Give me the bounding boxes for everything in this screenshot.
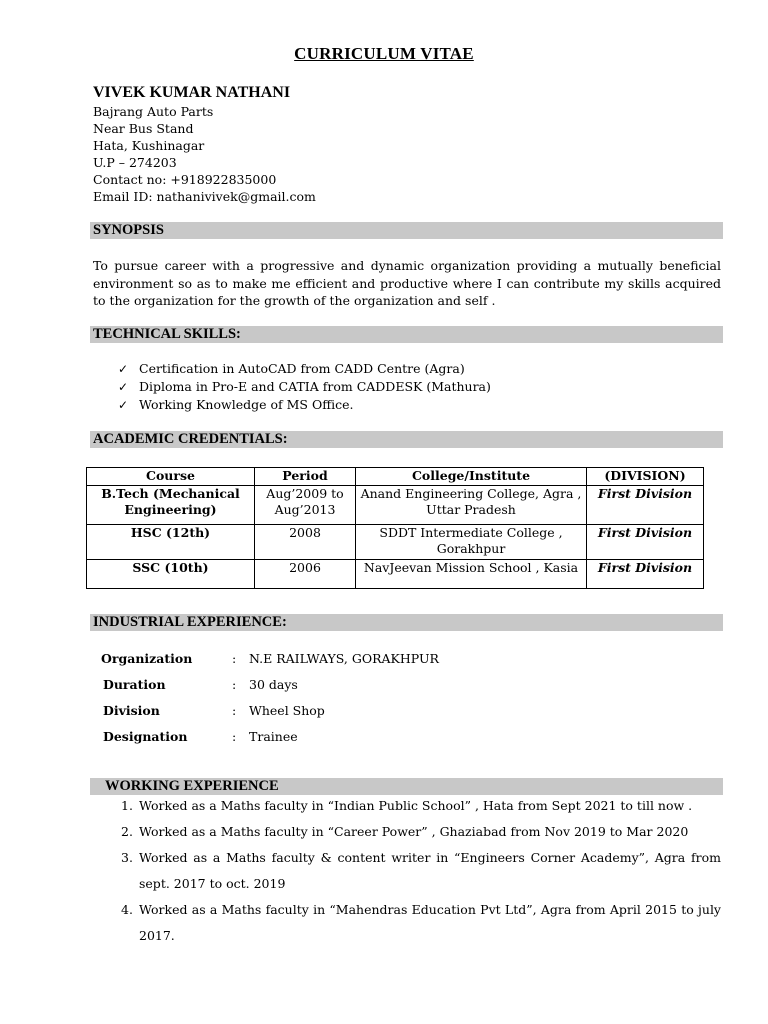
- checkmark-icon: ✓: [118, 362, 129, 376]
- skill-text: Working Knowledge of MS Office.: [139, 397, 354, 412]
- field-value: Trainee: [249, 729, 298, 744]
- division-cell: First Division: [587, 559, 704, 588]
- college-cell: NavJeevan Mission School , Kasia: [356, 559, 587, 588]
- contact-number: Contact no: +918922835000: [93, 172, 277, 187]
- field-colon: :: [232, 651, 237, 666]
- section-heading-industrial: INDUSTRIAL EXPERIENCE:: [90, 614, 723, 631]
- column-header: (DIVISION): [587, 468, 704, 486]
- address-line: Bajrang Auto Parts: [93, 104, 214, 119]
- section-heading-working: WORKING EXPERIENCE: [90, 778, 723, 795]
- course-cell: SSC (10th): [87, 559, 255, 588]
- table-row: [87, 559, 704, 588]
- course-cell: HSC (12th): [87, 524, 255, 559]
- field-value: 30 days: [249, 677, 298, 692]
- table-row: [87, 485, 704, 524]
- field-label: Division: [103, 703, 160, 718]
- work-entry-text: Worked as a Maths faculty in “Indian Public School” , Hata from Sept 2021 to till now .: [139, 798, 693, 813]
- college-cell: SDDT Intermediate College , Gorakhpur: [356, 524, 587, 559]
- section-heading-synopsis: SYNOPSIS: [90, 222, 723, 239]
- skill-text: Certification in AutoCAD from CADD Centre (Agra): [139, 361, 465, 376]
- checkmark-icon: ✓: [118, 398, 129, 412]
- work-entry-text: Worked as a Maths faculty & content writer in “Engineers Corner Academy”, Agra from sept. 2017 to oct. 2019: [139, 850, 721, 891]
- list-item: [118, 378, 491, 396]
- list-item: [93, 793, 721, 819]
- document-title: CURRICULUM VITAE: [294, 44, 474, 63]
- skills-list: [118, 360, 491, 414]
- address-line: Hata, Kushinagar: [93, 138, 205, 153]
- field-label: Designation: [103, 729, 188, 744]
- checkmark-icon: ✓: [118, 380, 129, 394]
- list-item: [118, 360, 491, 378]
- address-line: Near Bus Stand: [93, 121, 194, 136]
- list-item: [93, 845, 721, 897]
- field-value: Wheel Shop: [249, 703, 325, 718]
- table-header-row: [87, 468, 704, 486]
- academic-table: [86, 467, 704, 589]
- field-colon: :: [232, 729, 237, 744]
- list-number: 1.: [121, 798, 133, 813]
- course-cell: B.Tech (Mechanical Engineering): [87, 485, 255, 524]
- column-header: College/Institute: [356, 468, 587, 486]
- section-heading-academic: ACADEMIC CREDENTIALS:: [90, 431, 723, 448]
- field-value: N.E RAILWAYS, GORAKHPUR: [249, 651, 439, 666]
- division-cell: First Division: [587, 524, 704, 559]
- field-colon: :: [232, 703, 237, 718]
- column-header: Period: [255, 468, 356, 486]
- period-cell: 2006: [255, 559, 356, 588]
- table-row: [87, 524, 704, 559]
- column-header: Course: [87, 468, 255, 486]
- work-entry-text: Worked as a Maths faculty in “Mahendras Education Pvt Ltd”, Agra from April 2015 to july 2017.: [139, 902, 721, 943]
- list-number: 2.: [121, 824, 133, 839]
- list-number: 3.: [121, 850, 133, 865]
- list-item: [93, 897, 721, 949]
- section-heading-technical-skills: TECHNICAL SKILLS:: [90, 326, 723, 343]
- candidate-name: VIVEK KUMAR NATHANI: [93, 84, 291, 101]
- list-number: 4.: [121, 902, 133, 917]
- skill-text: Diploma in Pro-E and CATIA from CADDESK (Mathura): [139, 379, 491, 394]
- period-cell: 2008: [255, 524, 356, 559]
- email-address: Email ID: nathanivivek@gmail.com: [93, 189, 316, 204]
- college-cell: Anand Engineering College, Agra , Uttar Pradesh: [356, 485, 587, 524]
- address-line: U.P – 274203: [93, 155, 177, 170]
- work-experience-list: [93, 793, 721, 949]
- contact-block: [93, 103, 316, 205]
- work-entry-text: Worked as a Maths faculty in “Career Power” , Ghaziabad from Nov 2019 to Mar 2020: [139, 824, 689, 839]
- field-colon: :: [232, 677, 237, 692]
- list-item: [118, 396, 491, 414]
- synopsis-text: To pursue career with a progressive and dynamic organization providing a mutually beneficial environment so as to make me efficient and productive where I can contribute my skills acquired to the organization for the growth of the organization and self .: [93, 258, 721, 308]
- period-cell: Aug’2009 to Aug’2013: [255, 485, 356, 524]
- field-label: Organization: [101, 651, 193, 666]
- list-item: [93, 819, 721, 845]
- division-cell: First Division: [587, 485, 704, 524]
- field-label: Duration: [103, 677, 166, 692]
